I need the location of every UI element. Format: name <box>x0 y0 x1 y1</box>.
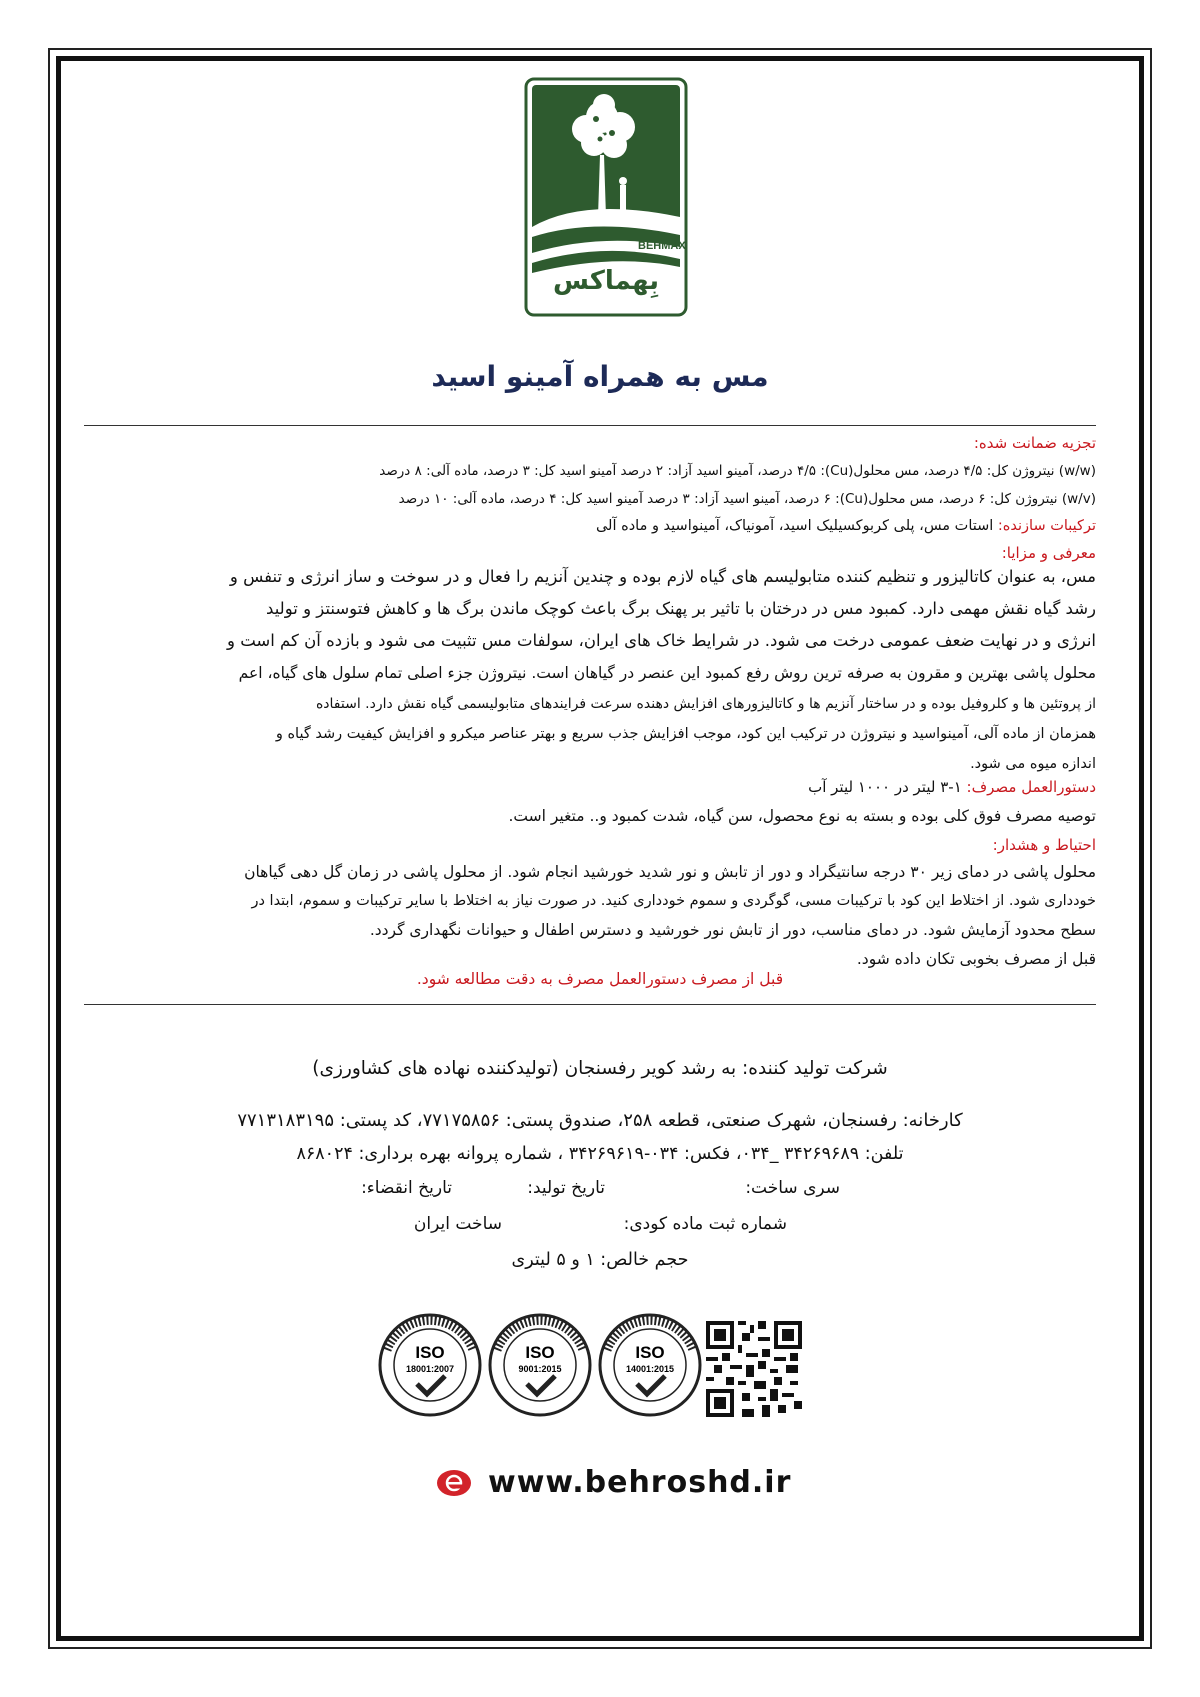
ingredients-heading: ترکیبات سازنده: <box>997 518 1096 534</box>
iso-18001-badge <box>380 1315 480 1415</box>
analysis-ww: (w/w) نیتروژن کل: ۴/۵ درصد، مس محلول(Cu): ۴/۵ درصد، آمینو اسید آزاد: ۲ درصد آمینو اسید کل: ۳ درصد، ماده آلی: ۸ درصد <box>379 463 1096 479</box>
usage-dose: ۱-۳ لیتر در ۱۰۰۰ لیتر آب <box>808 778 967 796</box>
intro-line: مس، به عنوان کاتالیزور و تنظیم کننده متابولیسم های گیاه لازم بوده و چندین آنزیم را فعال و در سوخت و ساز انرژی و تنفس و <box>229 567 1096 586</box>
intro-heading: معرفی و مزایا: <box>1001 544 1096 562</box>
made-in: ساخت ایران <box>413 1214 502 1234</box>
final-note: قبل از مصرف دستورالعمل مصرف به دقت مطالعه شود. <box>416 970 784 988</box>
iso-14001-badge <box>600 1315 700 1415</box>
website-row[interactable] <box>436 1463 792 1503</box>
exp-date-label: تاریخ انقضاء: <box>361 1178 452 1198</box>
caution-section <box>84 858 1096 974</box>
caution-heading: احتیاط و هشدار: <box>992 836 1096 854</box>
brand-latin: BEHMAX <box>638 240 686 252</box>
intro-line: از پروتئین ها و کلروفیل بوده و در ساختار آنزیم ها و کاتالیزورهای افزایش دهنده سرعت فرایندهای متابولیسمی گیاه نقش دارد. استفاده <box>315 696 1096 712</box>
usage-heading: دستورالعمل مصرف: <box>966 778 1096 796</box>
phone-line: تلفن: ۳۴۲۶۹۶۸۹ _۰۳۴، فکس: ۰۳۴-۳۴۲۶۹۶۱۹ ، شماره پروانه بهره برداری: ۸۶۸۰۲۴ <box>296 1144 904 1164</box>
producer: شرکت تولید کننده: به رشد کویر رفسنجان (تولیدکننده نهاده های کشاورزی) <box>312 1058 888 1079</box>
intro-line: همزمان از ماده آلی، آمینواسید و نیتروژن در ترکیب این کود، موجب افزایش جذب سریع و بهتر عناصر میکرو و افزایش کیفیت رشد گیاه و <box>275 726 1096 742</box>
analysis-wv: (w/v) نیتروژن کل: ۶ درصد، مس محلول(Cu): ۶ درصد، آمینو اسید آزاد: ۳ درصد آمینو اسید کل: ۴ درصد، ماده آلی: ۱۰ درصد <box>398 491 1096 507</box>
caution-line: قبل از مصرف بخوبی تکان داده شود. <box>856 950 1096 968</box>
iso-9001-badge <box>490 1315 590 1415</box>
factory-address: کارخانه: رفسنجان، شهرک صنعتی، قطعه ۲۵۸، صندوق پستی: ۷۷۱۷۵۸۵۶، کد پستی: ۷۷۱۳۱۸۳۱۹۵ <box>237 1110 963 1131</box>
analysis-heading: تجزیه ضمانت شده: <box>973 434 1096 452</box>
intro-line: رشد گیاه نقش مهمی دارد. کمبود مس در درختان با تاثیر بر پهنک برگ باعث کوچک ماندن برگ ها و کاهش فتوسنتز و تولید <box>266 599 1096 618</box>
caution-line: سطح محدود آزمایش شود. در دمای مناسب، دور از تابش نور خورشید و دسترس اطفال و حیوانات نگهداری گردد. <box>369 921 1096 939</box>
ingredients-text: استات مس، پلی کربوکسیلیک اسید، آمونیاک، آمینواسید و ماده آلی <box>595 518 998 534</box>
intro-line: اندازه میوه می شود. <box>970 756 1096 772</box>
cert-name: ISO <box>525 1343 555 1362</box>
reg-no-label: شماره ثبت ماده کودی: <box>623 1214 787 1234</box>
cert-name: ISO <box>635 1343 665 1362</box>
cert-name: ISO <box>415 1343 445 1362</box>
intro-line: محلول پاشی بهترین و مقرون به صرفه ترین روش رفع کمبود این عنصر در گیاهان است. نیتروژن جزء اصلی تمام سلول های گیاه، اعم <box>238 664 1096 682</box>
usage-section <box>84 773 1096 859</box>
web-e-icon <box>436 1469 472 1497</box>
product-title: مس به همراه آمینو اسید <box>431 360 769 393</box>
cert-code: 14001:2015 <box>625 1364 675 1374</box>
cert-code: 18001:2007 <box>405 1364 455 1374</box>
volume: حجم خالص: ۱ و ۵ لیتری <box>511 1250 689 1270</box>
usage-note: توصیه مصرف فوق کلی بوده و بسته به نوع محصول، سن گیاه، شدت کمبود و.. متغیر است. <box>508 807 1096 825</box>
divider-top <box>84 425 1096 426</box>
prod-date-label: تاریخ تولید: <box>527 1178 605 1198</box>
caution-line: محلول پاشی در دمای زیر ۳۰ درجه سانتیگراد و دور از تابش و نور شدید خورشید انجام شود. از محلول پاشی در زمان گل دهی گیاهان <box>244 863 1096 881</box>
intro-line: انرژی و در نهایت ضعف عمومی درخت می شود. در شرایط خاک های ایران، سولفات مس تثبیت می شود و بازده آن کم است و <box>226 631 1096 650</box>
serial-label: سری ساخت: <box>745 1178 840 1198</box>
cert-code: 9001:2015 <box>518 1364 562 1374</box>
behmax-logo <box>524 77 688 317</box>
website-link[interactable]: www.behroshd.ir <box>488 1465 792 1500</box>
divider-bottom <box>84 1004 1096 1005</box>
intro-paragraph <box>84 561 1096 779</box>
analysis-section <box>84 430 1096 567</box>
caution-line: خودداری شود. از اختلاط این کود با ترکیبات مسی، گوگردی و سموم خودداری کنید. در صورت نیاز به اختلاط با سایر ترکیبات و سموم، ابتدا در <box>251 893 1096 909</box>
brand-farsi: بِهماکس <box>553 266 659 296</box>
qr-code-icon[interactable] <box>706 1321 802 1417</box>
